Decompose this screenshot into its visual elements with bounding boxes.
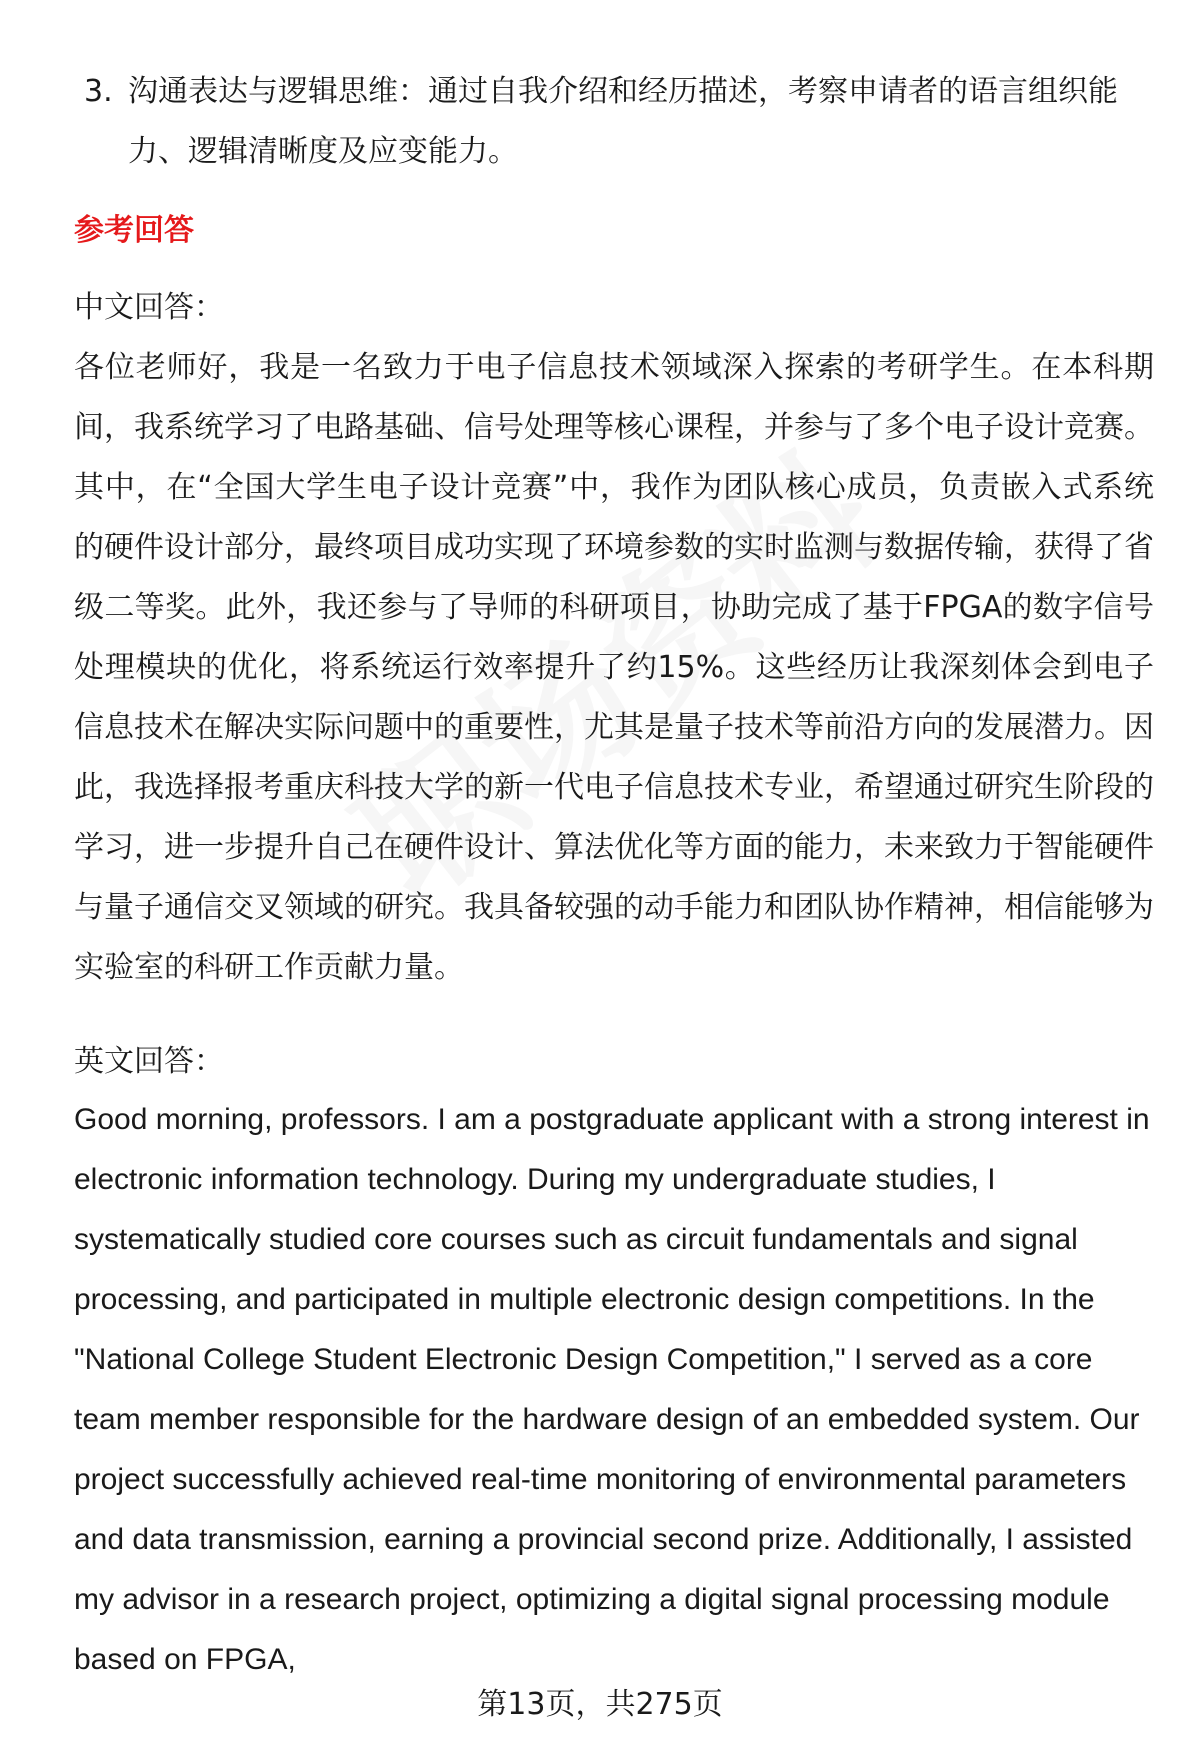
english-answer-body: Good morning, professors. I am a postgraduate applicant with a strong interest in electronic information technology. During my undergraduate studies, I systematically studied core courses such as circuit fundamentals and signal processing, and participated in multiple electronic design competitions. In the "National College Student Electronic Design Competition," I served as a core team member responsible for the hardware design of an embedded system. Our project successfully achieved real-time monitoring of environmental parameters and data transmission, earning a provincial second prize. Additionally, I assisted my advisor in a research project, optimizing a digital signal processing module based on FPGA, [74,1103,1150,1676]
section-heading: 参考回答 [74,213,194,248]
chinese-answer-label: 中文回答： [74,290,224,325]
english-answer-label: 英文回答： [74,1044,224,1079]
page-indicator: 第13页，共275页 [477,1687,723,1722]
list-item-3 [84,62,1144,182]
chinese-answer-body: 各位老师好，我是一名致力于电子信息技术领域深入探索的考研学生。在本科期间，我系统学习了电路基础、信号处理等核心课程，并参与了多个电子设计竞赛。其中，在“全国大学生电子设计竞赛”中，我作为团队核心成员，负责嵌入式系统的硬件设计部分，最终项目成功实现了环境参数的实时监测与数据传输，获得了省级二等奖。此外，我还参与了导师的科研项目，协助完成了基于FPGA的数字信号处理模块的优化，将系统运行效率提升了约15%。这些经历让我深刻体会到电子信息技术在解决实际问题中的重要性，尤其是量子技术等前沿方向的发展潜力。因此，我选择报考重庆科技大学的新一代电子信息技术专业，希望通过研究生阶段的学习，进一步提升自己在硬件设计、算法优化等方面的能力，未来致力于智能硬件与量子通信交叉领域的研究。我具备较强的动手能力和团队协作精神，相信能够为实验室的科研工作贡献力量。 [74,350,1154,985]
list-item-number: 3. [84,74,113,109]
list-item-text: 沟通表达与逻辑思维：通过自我介绍和经历描述，考察申请者的语言组织能力、逻辑清晰度及应变能力。 [128,74,1118,169]
